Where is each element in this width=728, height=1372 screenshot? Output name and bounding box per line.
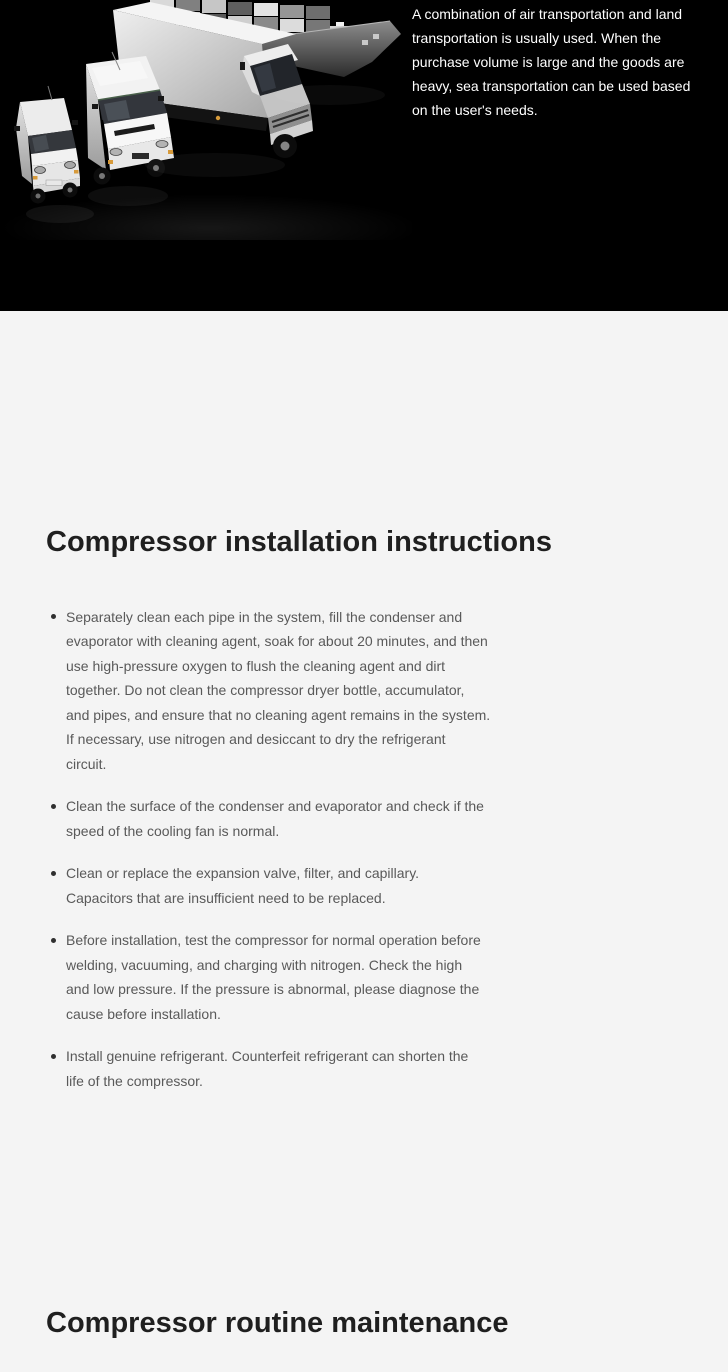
bullet-text: Clean or replace the expansion valve, filter, and capillary. Capacitors that are insufficient need to be replaced. — [66, 865, 420, 906]
bullet-text: Before installation, test the compressor for normal operation before welding, vacuuming, and charging with nitrogen. Check the high and low pressure. If the pressure is abnormal, please diagnose the cause before installation. — [66, 932, 481, 1022]
list-item — [46, 605, 516, 777]
main-content — [0, 311, 728, 1341]
bullet-marker-icon — [51, 804, 56, 809]
maintenance-section-title: Compressor routine maintenance — [46, 1307, 509, 1340]
bullet-marker-icon — [51, 614, 56, 619]
bullet-text: Install genuine refrigerant. Counterfeit refrigerant can shorten the life of the compressor. — [66, 1048, 469, 1089]
list-item — [46, 928, 516, 1026]
fleet-photo — [0, 0, 412, 240]
bullet-text: Separately clean each pipe in the system, fill the condenser and evaporator with cleaning agent, soak for about 20 minutes, and then use high-pressure oxygen to flush the cleaning agent and dirt together. Do not clean the compressor dryer bottle, accumulator, and pipes, and ensure that no cleaning agent remains in the system. If necessary, use nitrogen and desiccant to dry the refrigerant circuit. — [66, 608, 491, 772]
bullet-marker-icon — [51, 871, 56, 876]
bullet-marker-icon — [51, 938, 56, 943]
list-item — [46, 794, 516, 843]
installation-section-title: Compressor installation instructions — [46, 526, 552, 558]
bullet-text: Clean the surface of the condenser and evaporator and check if the speed of the cooling fan is normal. — [66, 798, 484, 839]
list-item — [46, 1044, 516, 1093]
list-item — [46, 861, 516, 910]
installation-bullet-list — [46, 605, 728, 1094]
bullet-marker-icon — [51, 1054, 56, 1059]
hero-banner — [0, 0, 728, 311]
shipping-description: A combination of air transportation and land transportation is usually used. When the purchase volume is large and the goods are heavy, sea transportation can be used based on the user's needs. — [412, 6, 691, 118]
